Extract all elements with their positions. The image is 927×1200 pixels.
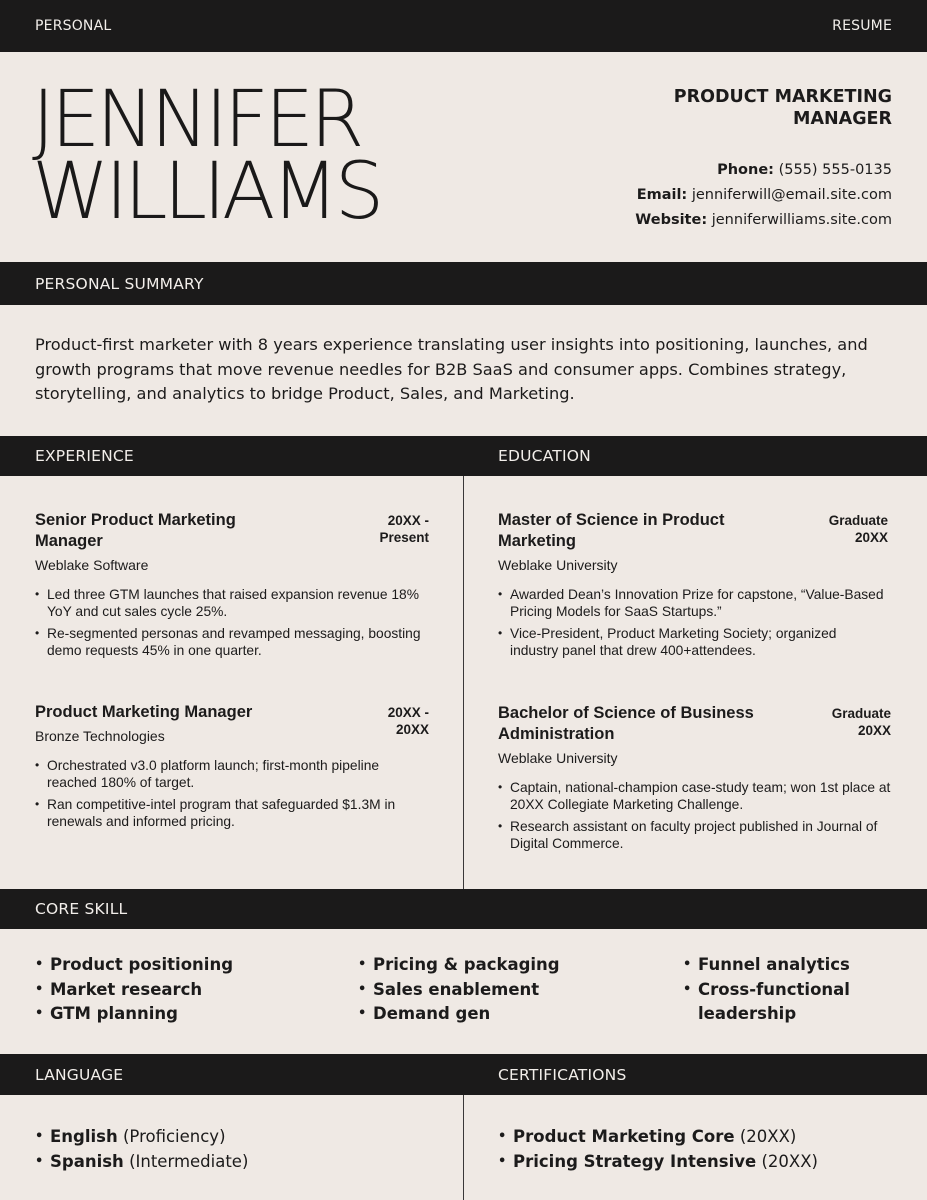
education-entry [498,510,888,664]
summary-text: Product-first marketer with 8 years experience translating user insights into positioning, launches, and growth programs that move revenue needles for B2B SaaS and consumer apps. Combines strategy, storytelling, and analytics to bridge Product, Sales, and Marketing. [35,335,868,403]
education-date [829,512,888,546]
education-bullets [498,586,888,659]
skill-item: • GTM planning [35,1002,233,1027]
bottom-column-divider [463,1095,464,1200]
email-label: Email: [636,187,688,203]
bullet-item: • Re-segmented personas and revamped messaging, boosting demo requests 45% in one quarter. [35,625,429,659]
skill-item: • Funnel analytics [683,953,883,978]
experience-org: Weblake Software [35,557,149,573]
bullet-item: • Captain, national-champion case-study team; won 1st place at 20XX Collegiate Marketing Challenge. [498,779,891,813]
experience-title: Senior Product Marketing Manager [35,511,236,550]
certifications-heading: CERTIFICATIONS [498,1065,627,1084]
skills-column-2 [358,953,560,1027]
phone-row [635,158,892,183]
top-bar [0,0,927,52]
website-label: Website: [635,212,708,228]
certification-name: Pricing Strategy Intensive [513,1151,757,1171]
education-org: Weblake University [498,557,618,573]
column-divider [463,476,464,889]
language-level: (Proficiency) [122,1127,226,1146]
experience-bullets [35,757,429,830]
experience-entry [35,510,429,664]
candidate-name [32,75,381,237]
first-name: JENNIFER [32,75,361,165]
top-bar-right-label: RESUME [832,18,892,34]
date-line: Graduate [828,513,888,528]
contact-info [635,158,892,233]
phone-label: Phone: [717,162,774,178]
education-heading: EDUCATION [498,447,591,465]
certification-name: Product Marketing Core [513,1127,735,1146]
date-line: 20XX - [387,705,429,720]
top-bar-left-label: PERSONAL [35,18,112,34]
language-item [35,1150,248,1175]
email-row [635,183,892,208]
date-line: 20XX [854,530,888,545]
experience-heading: EXPERIENCE [35,447,134,465]
language-name: English [50,1127,118,1146]
certifications-list [498,1125,818,1174]
job-title-line2: MANAGER [793,109,892,129]
language-level: (Intermediate) [129,1151,249,1171]
bullet-item: • Research assistant on faculty project published in Journal of Digital Commerce. [498,818,891,852]
education-entry [498,703,891,857]
date-line: 20XX [395,722,429,737]
skills-heading: CORE SKILL [35,900,128,918]
education-title: Bachelor of Science of Business Administration [498,704,754,743]
education-org: Weblake University [498,750,618,766]
experience-date [388,704,429,738]
skill-item: • Market research [35,978,233,1003]
skill-item: • Product positioning [35,953,233,978]
last-name: WILLIAMS [32,147,381,237]
education-title: Master of Science in Product Marketing [498,511,725,550]
experience-title: Product Marketing Manager [35,703,253,721]
summary-heading-bar [0,262,927,305]
skills-column-1 [35,953,233,1027]
language-list [35,1125,248,1174]
website-value: jenniferwilliams.site.com [711,212,892,228]
bullet-item: • Awarded Dean’s Innovation Prize for capstone, “Value-Based Pricing Models for SaaS Startups.” [498,586,888,620]
date-line: Graduate [831,706,891,721]
experience-entry [35,702,429,835]
certification-year: (20XX) [761,1151,818,1171]
date-line: 20XX [857,723,891,738]
experience-education-heading-bar [0,436,927,476]
skills-heading-bar [0,889,927,929]
website-row [635,208,892,233]
experience-bullets [35,586,429,659]
job-title [674,86,892,130]
skill-item: • Pricing & packaging [358,953,560,978]
date-line: Present [379,530,429,545]
summary-heading: PERSONAL SUMMARY [35,274,204,293]
education-bullets [498,779,891,852]
skills-column-3 [683,953,883,1027]
education-date [832,705,891,739]
experience-date [379,512,429,546]
bullet-item: • Ran competitive-intel program that safeguarded $1.3M in renewals and informed pricing. [35,796,429,830]
bullet-item: • Led three GTM launches that raised expansion revenue 18% YoY and cut sales cycle 25%. [35,586,429,620]
language-name: Spanish [50,1151,124,1171]
date-line: 20XX - [387,513,429,528]
certification-year: (20XX) [739,1127,797,1146]
email-value: jenniferwill@email.site.com [691,187,892,203]
language-item [35,1125,248,1150]
certification-item [498,1150,818,1175]
bullet-item: • Vice-President, Product Marketing Society; organized industry panel that drew 400+attendees. [498,625,888,659]
skill-item: • Demand gen [358,1002,560,1027]
language-certifications-heading-bar [0,1054,927,1095]
skill-item: • Cross-functional leadership [683,978,883,1027]
skill-item: • Sales enablement [358,978,560,1003]
experience-org: Bronze Technologies [35,728,165,744]
job-title-line1: PRODUCT MARKETING [673,87,892,107]
certification-item [498,1125,818,1150]
bullet-item: • Orchestrated v3.0 platform launch; first-month pipeline reached 180% of target. [35,757,429,791]
language-heading: LANGUAGE [35,1065,124,1084]
phone-value: (555) 555-0135 [778,162,892,178]
